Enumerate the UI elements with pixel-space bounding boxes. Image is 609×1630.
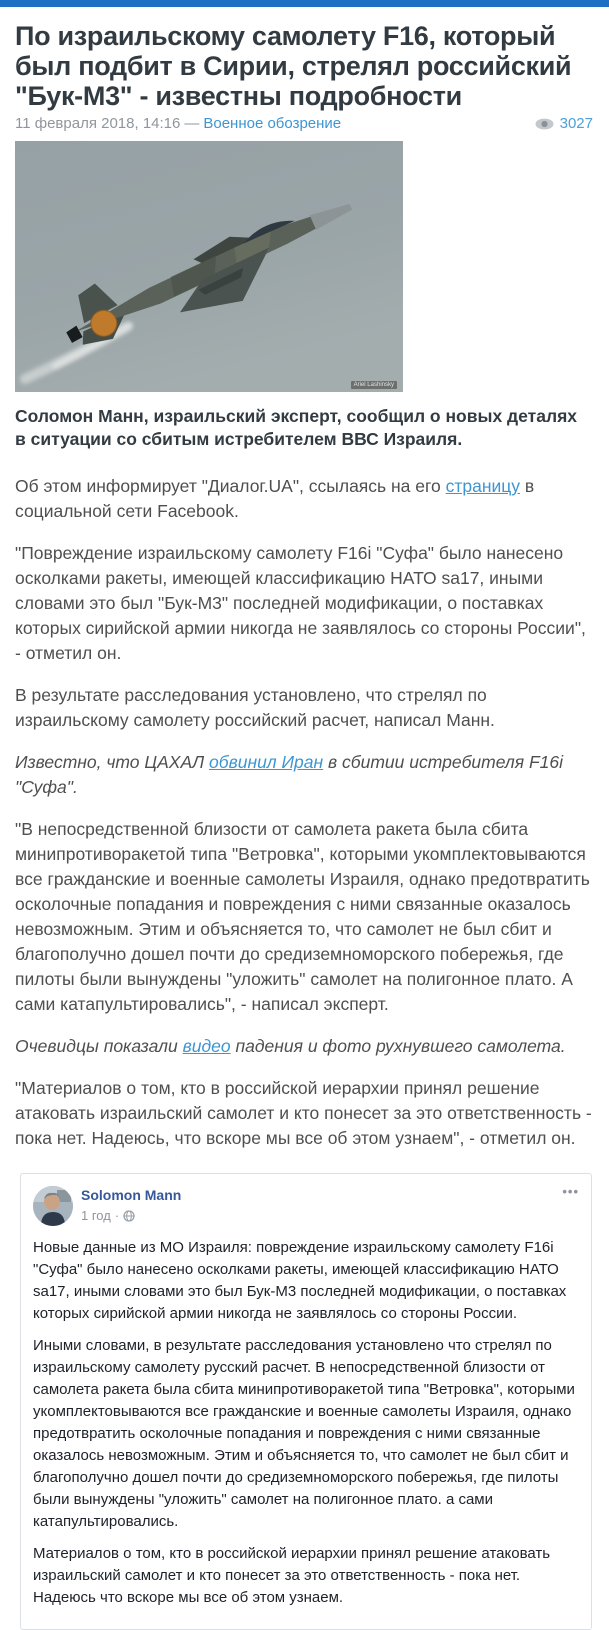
paragraph-quote-damage: "Повреждение израильскому самолету F16i "Суфа" было нанесено осколками ракеты, имеющей классификацию НАТО sa17, иными словами это был "Бук-М3" последней модификации, о поставках которых сирийской армии никогда не заявлялось со стороны России", - отметил он.: [15, 543, 586, 663]
facebook-paragraph-2: Иными словами, в результате расследования установлено что стрелял по израильскому самолету русский расчет. В непосредственной близости от самолета ракета была сбита минипротиворакетой типа "Ветровка", которыми укомплектовываются все гражданские и военные самолеты Израиля, однако предотвратить осколочные попадания и повреждения с ними связанные оказалось невозможным. Этим и объясняется то, что самолет не был сбит и благополучно дошел почти до средиземноморского побережья, где пилоты были вынуждены "уложить" самолет на полигонное плато. а сами катапультировались.: [33, 1337, 575, 1530]
paragraph-source: [15, 474, 593, 524]
paragraph-video-pre: Очевидцы показали: [15, 1036, 183, 1056]
paragraph-source-post: в социальной сети Facebook.: [15, 476, 535, 521]
paragraph-quote-missile: "В непосредственной близости от самолета ракета была сбита минипротиворакетой типа "Ветровка", которыми укомплектовываются все гражданские и военные самолеты Израиля, однако предотвратить осколочные попадания и повреждения с ними связанные оказалось невозможным. Этим и объясняется то, что самолет не был сбит и благополучно дошел почти до средиземноморского побережья, где пилоты были вынуждены "уложить" самолет на полигонное плато. А сами катапультировались", - написал эксперт.: [15, 819, 590, 1014]
article-meta-row: [15, 115, 593, 132]
paragraph-iran: [15, 750, 593, 800]
article-container: [0, 21, 609, 1630]
crash-video-link[interactable]: видео: [182, 1036, 231, 1056]
fighter-jet-illustration: [15, 141, 403, 392]
facebook-avatar[interactable]: [33, 1186, 73, 1226]
paragraph-investigation: В результате расследования установлено, что стрелял по израильскому самолету российский расчет, написал Манн.: [15, 685, 495, 730]
category-link[interactable]: Военное обозрение: [203, 115, 342, 132]
facebook-post-meta: [81, 1208, 181, 1223]
facebook-meta-dot: ·: [114, 1208, 120, 1223]
article-lead: Соломон Манн, израильский эксперт, сообщил о новых деталях в ситуации со сбитым истребителем ВВС Израиля.: [15, 406, 578, 449]
top-accent-bar: [0, 0, 609, 7]
page-title: По израильскому самолету F16, который был подбит в Сирии, стрелял российский "Бук-М3" - известны подробности: [15, 21, 572, 111]
facebook-paragraph-3: Материалов о том, кто в российской иерархии принял решение атаковать израильский самолет и кто понесет за это ответственность - пока нет. Надеюсь что вскоре мы все об этом узнаем.: [33, 1545, 551, 1606]
facebook-embed: [20, 1173, 592, 1630]
views-count: 3027: [559, 115, 593, 132]
facebook-post-body: [33, 1237, 579, 1609]
globe-privacy-icon: [123, 1210, 135, 1222]
paragraph-iran-pre: Известно, что ЦАХАЛ: [15, 752, 209, 772]
facebook-timestamp[interactable]: 1 год: [81, 1208, 111, 1223]
eye-icon: [535, 118, 554, 130]
facebook-paragraph-1: Новые данные из МО Израиля: повреждение израильскому самолету F16i "Суфа" было нанесено осколками ракеты, имеющей классификацию НАТО sa17, иными словами это был Бук-М3 последней модификации, о поставках которых сирийской армии никогда не заявлялось со стороны России.: [33, 1239, 567, 1322]
facebook-head-text: [81, 1186, 181, 1223]
article-meta-left: [15, 115, 341, 132]
paragraph-video-post: падения и фото рухнувшего самолета.: [230, 1036, 566, 1056]
facebook-page-link[interactable]: страницу: [445, 476, 521, 496]
facebook-author-link[interactable]: Solomon Mann: [81, 1187, 182, 1203]
paragraph-iran-post: в сбитии истребителя F16i "Суфа".: [15, 752, 564, 797]
facebook-post-menu-button[interactable]: •••: [562, 1184, 579, 1199]
paragraph-video: [15, 1034, 593, 1059]
photo-watermark: Ariel Lashinsky: [351, 381, 397, 389]
article-date: 11 февраля 2018, 14:16: [15, 115, 181, 132]
paragraph-source-pre: Об этом информирует "Диалог.UA", ссылаясь на его: [15, 476, 446, 496]
views-counter: [535, 115, 593, 132]
meta-dash: —: [184, 115, 200, 132]
article-photo: [15, 141, 403, 392]
paragraph-quote-responsibility: "Материалов о том, кто в российской иерархии принял решение атаковать израильский самолет и кто понесет за это ответственность - пока нет. Надеюсь, что вскоре мы все об этом узнаем", - отметил он.: [15, 1078, 592, 1148]
facebook-post-header: [33, 1186, 579, 1226]
iran-accusation-link[interactable]: обвинил Иран: [209, 752, 324, 772]
